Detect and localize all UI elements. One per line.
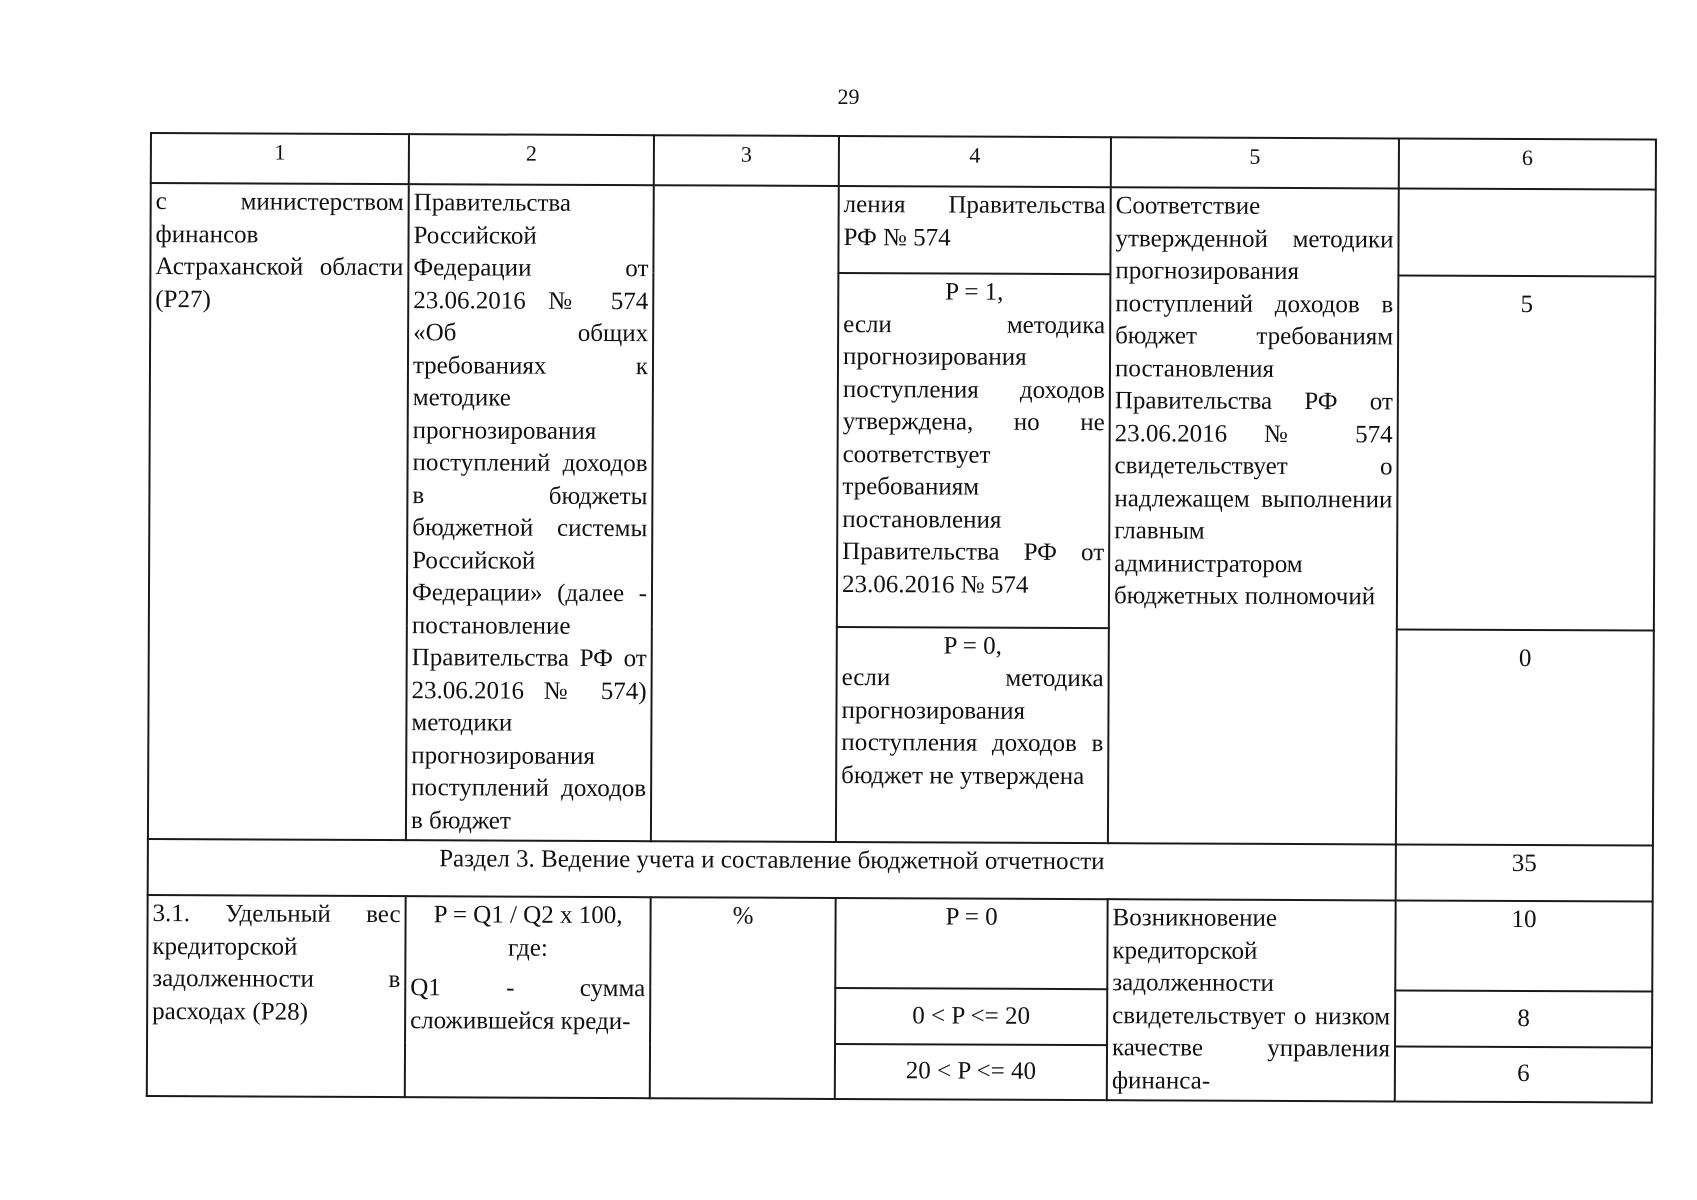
- table-row-p28-a: [147, 895, 1652, 992]
- section-row: [148, 839, 1653, 902]
- p27-condition-p1-formula: P = 1,: [945, 278, 1004, 307]
- p28-score-2: 8: [1395, 991, 1652, 1048]
- p28-unit: %: [650, 897, 836, 1099]
- p28-formula-expression: P = Q1 / Q2 x 100,: [433, 901, 623, 930]
- p27-condition-p0-text: если методика прогнозирования поступления доходов в бюджет не утверждена: [841, 664, 1104, 790]
- p28-condition-1: P = 0: [835, 898, 1107, 989]
- page-number: 29: [837, 84, 860, 109]
- section-title: Раздел 3. Ведение учета и составление бюджетной отчетности: [148, 839, 1396, 900]
- criteria-table: [146, 132, 1657, 1104]
- p28-indicator-name: 3.1. Удельный вес кредиторской задолженности в расходах (P28): [147, 895, 406, 1097]
- p27-condition-p0-formula: P = 0,: [943, 631, 1002, 660]
- p28-formula-where: где:: [507, 934, 548, 962]
- p27-condition-p0: [836, 627, 1109, 844]
- p27-condition-p1-text: если методика прогнозирования поступления доходов утверждена, но не соответствует требованиям постановления Правительства РФ от 23.06.2016 № 574: [841, 310, 1106, 599]
- header-col-2: 2: [409, 134, 654, 185]
- p27-condition-p1: [837, 273, 1111, 627]
- p28-formula-q1: Q1 - сумма сложившейся креди-: [410, 974, 646, 1035]
- header-col-3: 3: [654, 135, 839, 186]
- header-col-4: 4: [839, 136, 1111, 187]
- p28-score-3: 6: [1395, 1046, 1652, 1103]
- p27-score-empty: [1398, 188, 1655, 277]
- header-col-6: 6: [1399, 138, 1656, 189]
- p28-condition-3: 20 < P <= 40: [835, 1044, 1107, 1101]
- p28-formula: [405, 896, 651, 1098]
- table-row-p27-a: [150, 183, 1655, 277]
- p27-comment: Соответствие утвержденной методики прогнозирования поступлений доходов в бюджет требованиям постановления Правительства РФ от 23.06.2016 № 574 свидетельствует о надлежащем выполнении главным администратором бюджетных полномочий: [1108, 187, 1399, 844]
- p27-indicator-name: с министерством финансов Астраханской области (P27): [148, 183, 409, 840]
- header-row: [151, 133, 1656, 190]
- p27-unit: [651, 185, 839, 842]
- p28-comment: Возникновение кредиторской задолженности свидетельствует о низком качестве управления финанса-: [1107, 899, 1396, 1101]
- header-col-1: 1: [151, 133, 409, 184]
- p27-formula-basis: Правительства Российской Федерации от 23.06.2016 № 574 «Об общих требованиях к методике прогнозирования поступлений доходов в бюджеты бюджетной системы Российской Федерации» (далее - постановление Правительства РФ от 23.06.2016 № 574) методики прогнозирования поступлений доходов в бюджет: [406, 184, 654, 841]
- p27-condition-cont: ления Правительства РФ № 574: [838, 186, 1110, 275]
- section-score: 35: [1396, 844, 1653, 901]
- p28-score-1: 10: [1395, 900, 1652, 991]
- p27-score-0: 0: [1396, 629, 1654, 846]
- p27-score-5: 5: [1397, 276, 1656, 630]
- p28-condition-2: 0 < P <= 20: [835, 988, 1107, 1045]
- header-col-5: 5: [1111, 137, 1399, 188]
